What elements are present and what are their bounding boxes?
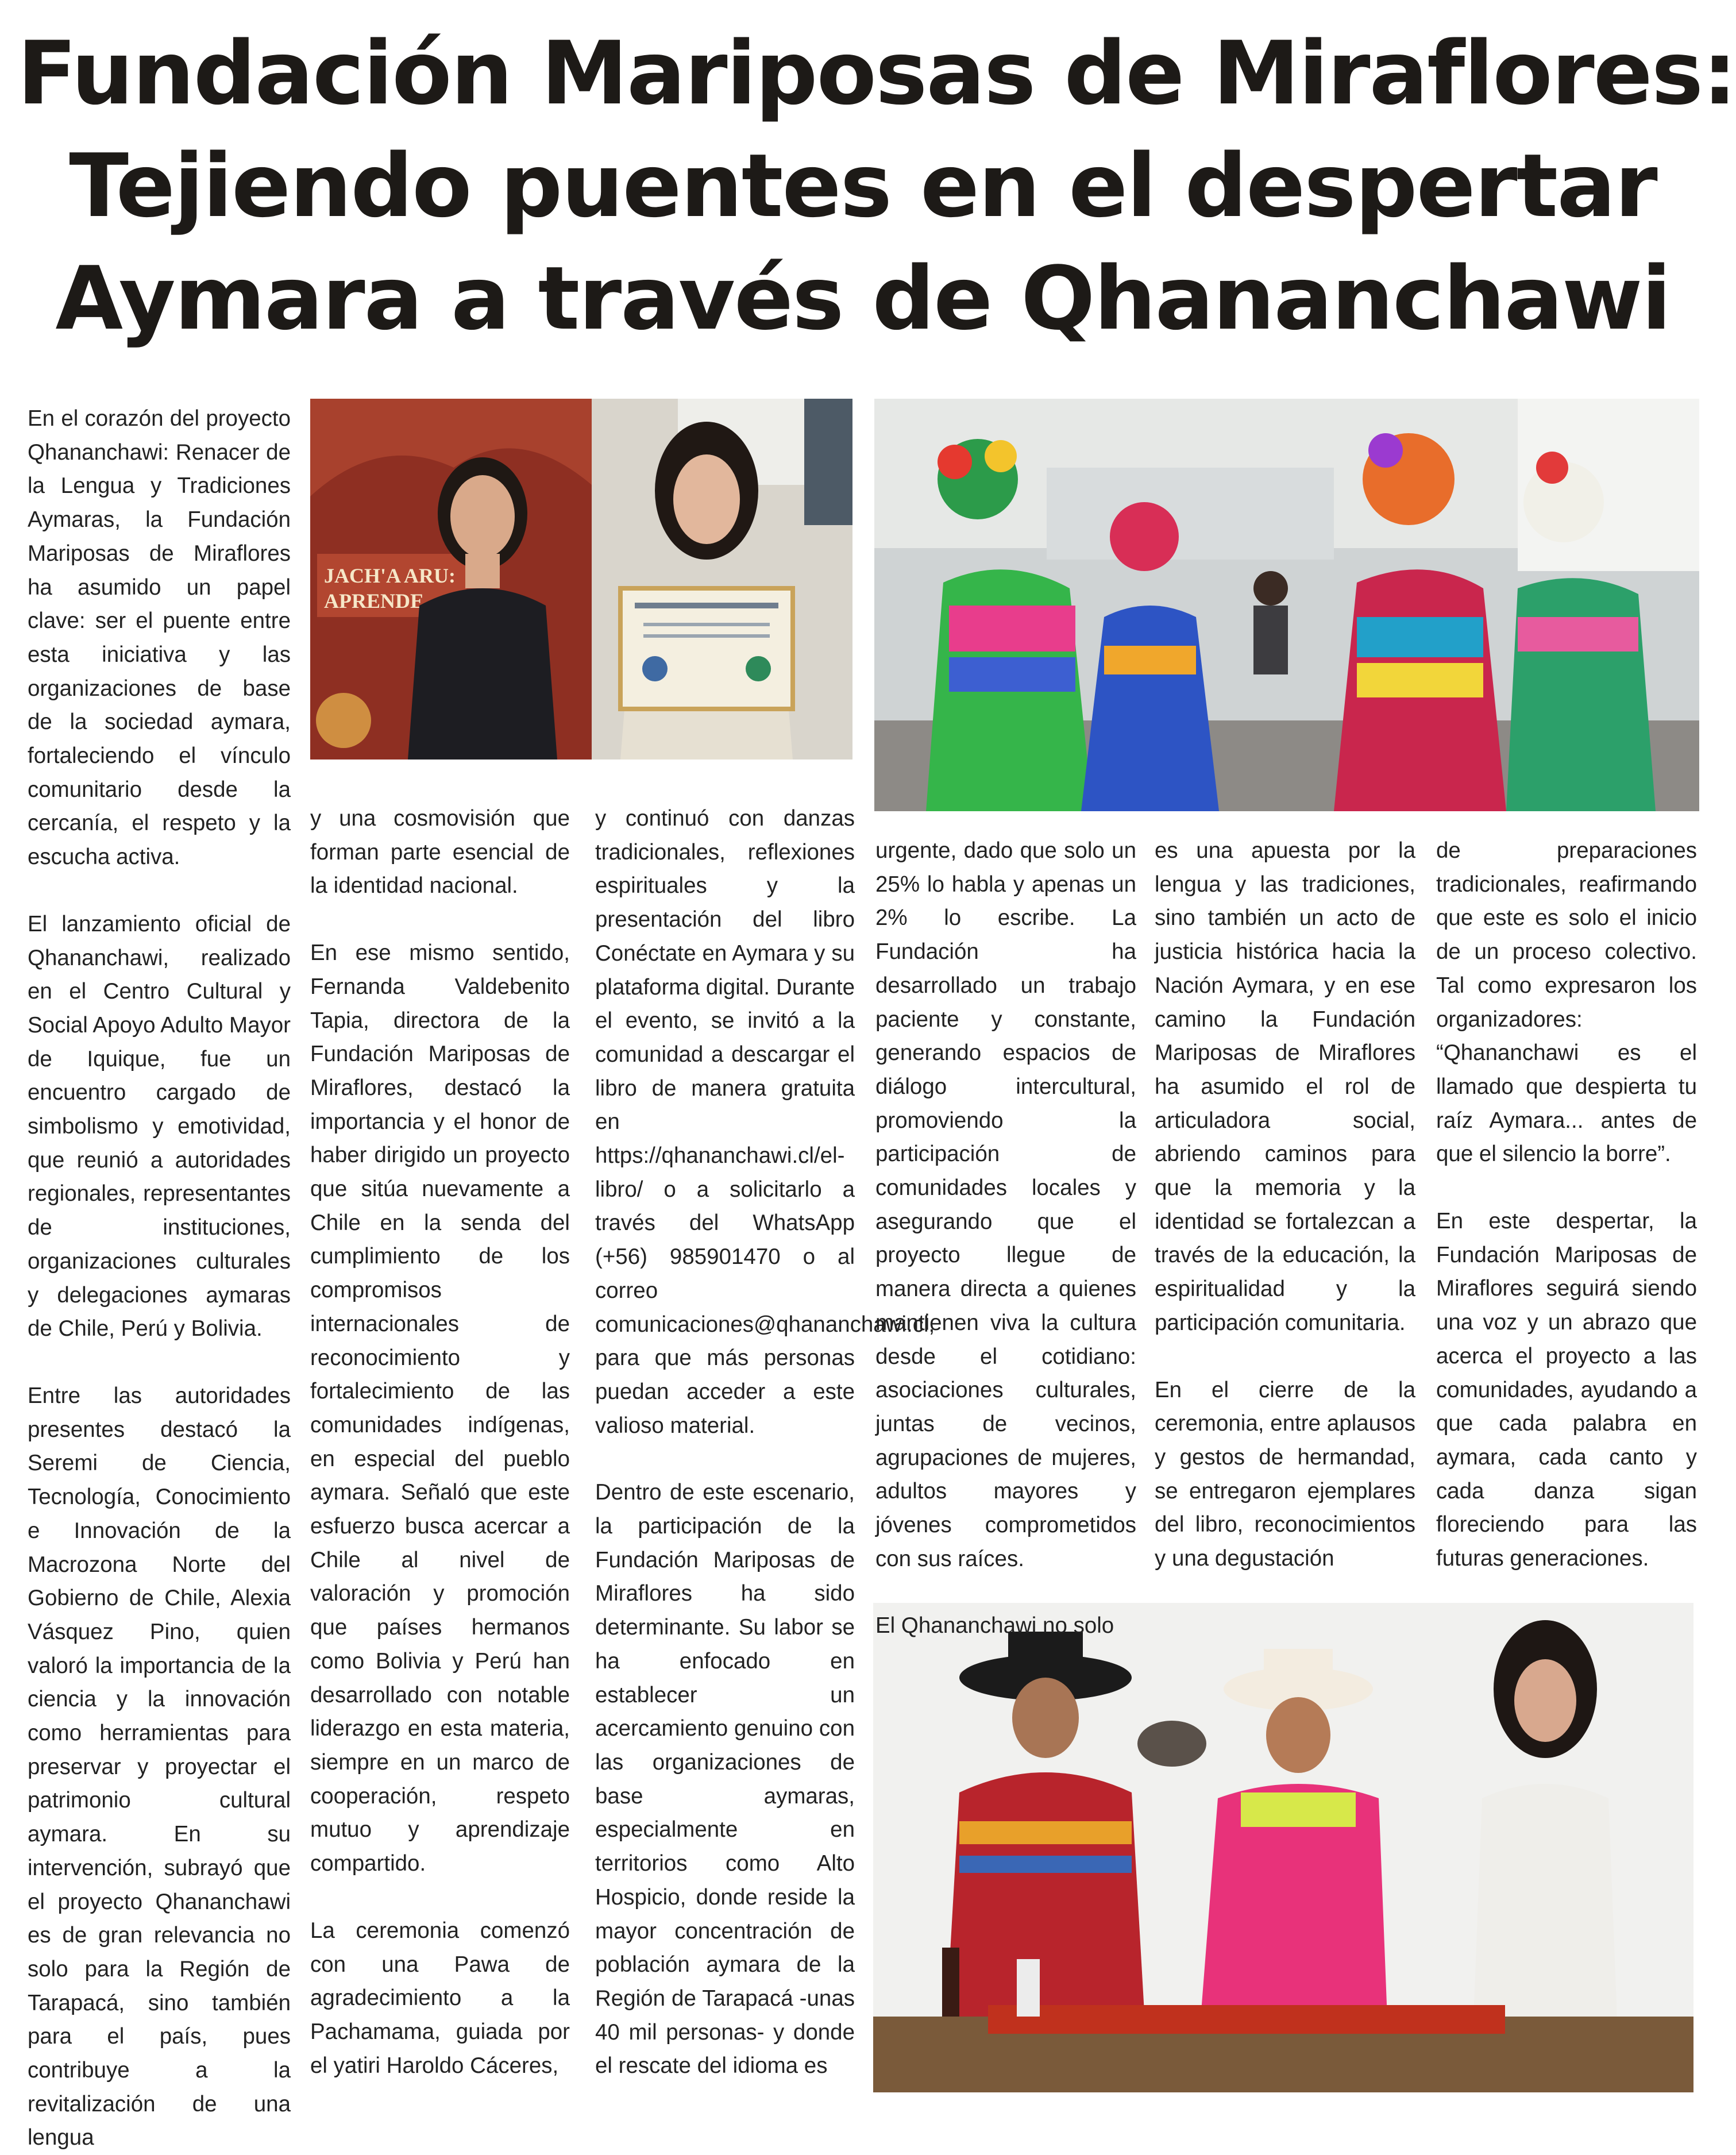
banner-text-2: APRENDE <box>324 589 425 612</box>
banner-text-1: JACH'A ARU: <box>324 564 456 587</box>
paragraph: En ese mismo sentido, Fernanda Valdebenito Tapia, directora de la Fundación Mariposas de Miraflores, destacó la importancia y el honor de haber dirigido un proyecto que sitúa nuevamente a Chile en la senda del cumplimiento de los compromisos internacionales de reconocimiento y fortalecimiento de las comunidades indígenas, en especial del pueblo aymara. Señaló que este esfuerzo busca acercar a Chile al nivel de valoración y promoción que países hermanos como Bolivia y Perú han desarrollado con notable liderazgo en esta materia, siempre en un marco de cooperación, respeto mutuo y aprendizaje compartido. <box>310 940 570 1876</box>
paragraph: y una cosmovisión que forman parte esencial de la identidad nacional. <box>310 806 570 899</box>
photo-aymara-dancers <box>874 399 1699 811</box>
certificate-photo-illustration <box>310 399 852 760</box>
article-column-5 <box>1155 834 1415 1576</box>
headline-line-1: Fundación Mariposas de Miraflores: <box>17 22 1736 124</box>
paragraph: Entre las autoridades presentes destacó la Seremi de Ciencia, Tecnología, Conocimiento e Innovación de la Macrozona Norte del Gobierno de Chile, Alexia Vásquez Pino, quien valoró la importancia de la ciencia y la innovación como herramientas para preservar y proyectar el patrimonio cultural aymara. En su intervención, subrayó que el proyecto Qhananchawi es de gran relevancia no solo para la Región de Tarapacá, sino también para el país, pues contribuye a la revitalización de una lengua <box>28 1383 291 2150</box>
article-column-2 <box>310 802 570 2083</box>
headline <box>17 17 1736 362</box>
paragraph: urgente, dado que solo un 25% lo habla y apenas un 2% lo escribe. La Fundación ha desarrollado un trabajo paciente y constante, generando espacios de diálogo intercultural, promoviendo la participación de comunidades locales y asegurando que el proyecto llegue de manera directa a quienes mantienen viva la cultura desde el cotidiano: asociaciones culturales, juntas de vecinos, agrupaciones de mujeres, adultos mayores y jóvenes comprometidos con sus raíces. <box>875 838 1136 1571</box>
photo-certificate-presentation <box>310 399 852 760</box>
paragraph: El Qhananchawi no solo <box>875 1613 1114 1639</box>
paragraph: En este despertar, la Fundación Mariposas de Miraflores seguirá siendo una voz y un abrazo que acerca el proyecto a las comunidades, ayudando a que cada palabra en aymara, cada canto y cada danza sigan floreciendo para las futuras generaciones. <box>1436 1209 1697 1571</box>
paragraph: En el corazón del proyecto Qhananchawi: Renacer de la Lengua y Tradiciones Aymaras, la Fundación Mariposas de Miraflores ha asumido un papel clave: ser el puente entre esta iniciativa y las organizaciones de base de la sociedad aymara, fortaleciendo el vínculo comunitario desde la cercanía, el respeto y la escucha activa. <box>28 406 291 870</box>
photo-ceremony <box>873 1603 1693 2092</box>
dancers-photo-illustration <box>874 399 1699 811</box>
paragraph: La ceremonia comenzó con una Pawa de agradecimiento a la Pachamama, guiada por el yatiri Haroldo Cáceres, <box>310 1918 570 2078</box>
article-column-4 <box>875 834 1136 1643</box>
paragraph: es una apuesta por la lengua y las tradiciones, sino también un acto de justicia histórica hacia la Nación Aymara, y en ese camino la Fundación Mariposas de Miraflores ha asumido el rol de articuladora social, abriendo caminos para que la memoria y la identidad se fortalezcan a través de la educación, la espiritualidad y la participación comunitaria. <box>1155 838 1415 1335</box>
paragraph: y continuó con danzas tradicionales, reflexiones espirituales y la presentación del libro Conéctate en Aymara y su plataforma digital. Durante el evento, se invitó a la comunidad a descargar el libro de manera gratuita en https://qhananchawi.cl/el-libro/ o a solicitarlo a través del WhatsApp (+56) 985901470 o al correo comunicaciones@qhananchawi.cl, para que más personas puedan acceder a este valioso material. <box>595 806 935 1438</box>
paragraph: El lanzamiento oficial de Qhananchawi, realizado en el Centro Cultural y Social Apoyo Adulto Mayor de Iquique, fue un encuentro cargado de simbolismo y emotividad, que reunió a autoridades regionales, representantes de instituciones, organizaciones culturales y delegaciones aymaras de Chile, Perú y Bolivia. <box>28 911 291 1341</box>
paragraph: Dentro de este escenario, la participación de la Fundación Mariposas de Miraflores ha sido determinante. Su labor se ha enfocado en establecer un acercamiento genuino con las organizaciones de base aymaras, especialmente en territorios como Alto Hospicio, donde reside la mayor concentración de población aymara de la Región de Tarapacá -unas 40 mil personas- y donde el rescate del idioma es <box>595 1480 855 2079</box>
article-column-3 <box>595 802 935 2083</box>
headline-line-2: Tejiendo puentes en el despertar <box>69 135 1657 237</box>
headline-line-3: Aymara a través de Qhananchawi <box>55 248 1671 349</box>
article-column-6 <box>1436 834 1697 1576</box>
ceremony-photo-illustration <box>873 1603 1693 2092</box>
article-column-1 <box>28 402 291 2155</box>
paragraph: En el cierre de la ceremonia, entre aplausos y gestos de hermandad, se entregaron ejemplares del libro, reconocimientos y una degustación <box>1155 1377 1415 1571</box>
paragraph: de preparaciones tradicionales, reafirmando que este es solo el inicio de un proceso colectivo. Tal como expresaron los organizadores: “Qhananchawi es el llamado que despierta tu raíz Aymara... antes de que el silencio la borre”. <box>1436 838 1697 1167</box>
